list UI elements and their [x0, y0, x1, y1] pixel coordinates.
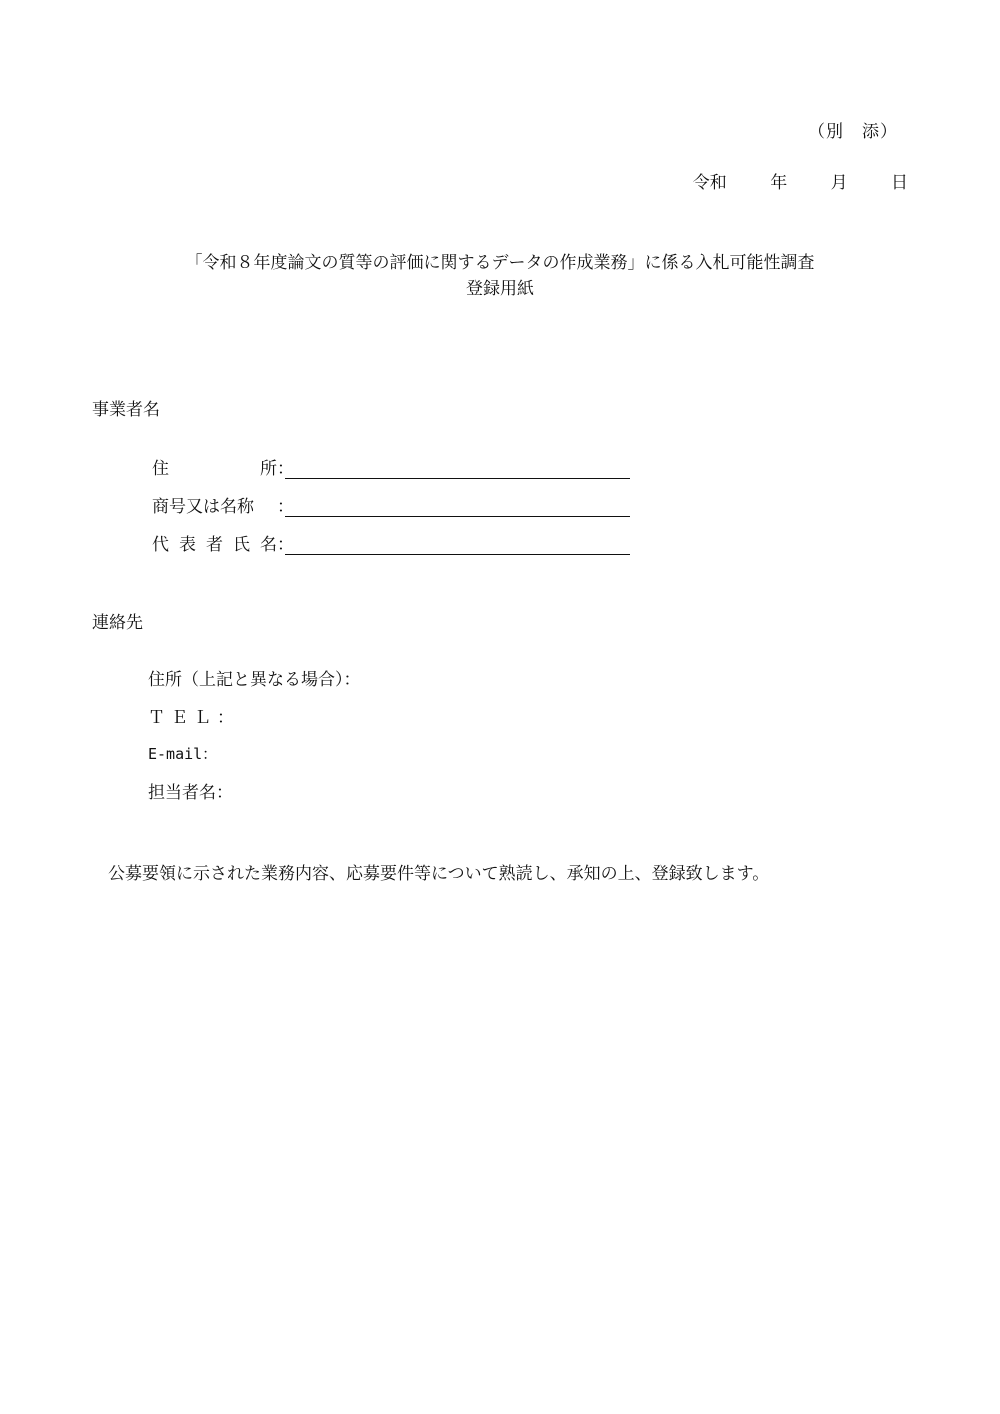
- contact-person-label: 担当者名：: [148, 783, 233, 803]
- representative-colon: ：: [277, 535, 294, 555]
- document-title: [0, 250, 1000, 302]
- rep-label-char-1: 代: [152, 535, 169, 555]
- contact-address-label: 住所（上記と異なる場合）：: [148, 670, 361, 690]
- rep-label-char-3: 者: [206, 535, 223, 555]
- address-field[interactable]: [285, 458, 630, 479]
- company-colon: ：: [277, 497, 294, 517]
- date-line: [693, 175, 908, 192]
- confirmation-statement: 公募要領に示された業務内容、応募要件等について熟読し、承知の上、登録致します。: [108, 864, 770, 884]
- contact-tel-label: ＴＥＬ：: [148, 708, 240, 728]
- address-label-char-1: 住: [152, 459, 169, 479]
- attachment-label: （別 添）: [808, 122, 898, 142]
- representative-row: [152, 531, 630, 555]
- date-month: 月: [830, 173, 848, 193]
- date-year: 年: [770, 173, 788, 193]
- rep-label-char-2: 表: [179, 535, 196, 555]
- date-day: 日: [891, 173, 908, 193]
- address-colon: ：: [277, 459, 294, 479]
- contact-email-label: E-mail：: [148, 745, 218, 763]
- representative-field[interactable]: [285, 534, 630, 555]
- representative-label: [152, 530, 277, 555]
- company-field[interactable]: [285, 496, 630, 517]
- business-section-heading: 事業者名: [92, 400, 160, 420]
- contact-section-heading: 連絡先: [92, 613, 143, 633]
- address-label: [152, 454, 294, 479]
- rep-label-char-4: 氏: [233, 535, 250, 555]
- address-row: [152, 455, 630, 479]
- address-label-char-2: 所: [260, 459, 277, 479]
- title-line-2: 登録用紙: [466, 279, 534, 299]
- rep-label-char-5: 名: [260, 535, 277, 555]
- company-label: 商号又は名称: [152, 497, 254, 517]
- company-row: [152, 493, 630, 517]
- date-era: 令和: [692, 173, 727, 193]
- title-line-1: 「令和８年度論文の質等の評価に関するデータの作成業務」に係る入札可能性調査: [185, 253, 815, 273]
